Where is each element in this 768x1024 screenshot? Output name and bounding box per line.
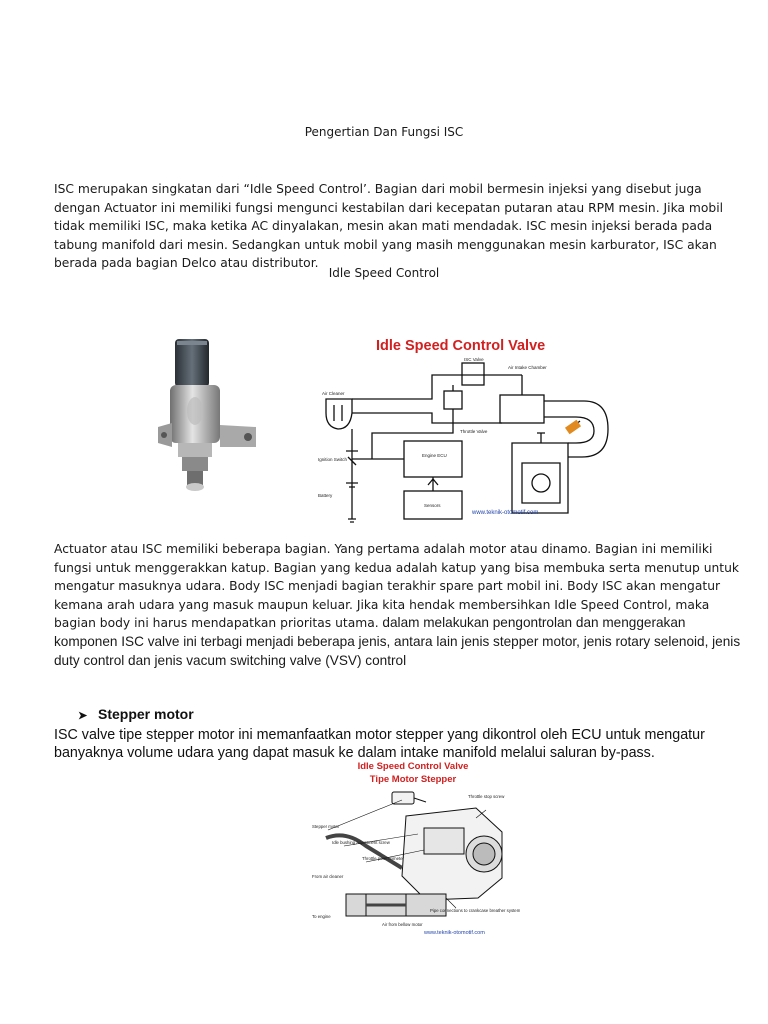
stepper-diagram-title-2: Tipe Motor Stepper [369, 774, 457, 785]
page-title: Pengertian Dan Fungsi ISC [304, 125, 464, 139]
label-throttle-potentiometer: Throttle potentiometer [362, 856, 405, 861]
label-sensors: Sensors [424, 503, 441, 508]
actuator-paragraph-tail: dalam melakukan pengontrolan dan menggerakan komponen ISC valve ini terbagi menjadi beberapa jenis, antara lain jenis stepper motor, jenis rotary selenoid, jenis duty control dan jenis vacum switching valve (VSV) control [54, 615, 741, 668]
arrow-bullet-icon: ➤ [78, 710, 88, 722]
isc-actuator-photo [158, 335, 276, 495]
figure-caption: Idle Speed Control [328, 266, 440, 280]
label-throttle-stop-screw: Throttle stop screw [468, 794, 505, 799]
label-battery: Battery [318, 493, 333, 498]
label-isc-valve: ISC Valve [464, 357, 484, 362]
label-air-from-bellow: Air from bellow motor [382, 922, 423, 927]
label-throttle-valve: Throttle Valve [460, 429, 488, 434]
label-engine-ecu: Engine ECU [422, 453, 447, 458]
stepper-watermark: www.teknik-otomotif.com [424, 930, 485, 936]
label-air-cleaner: Air Cleaner [322, 391, 345, 396]
schematic-title: Idle Speed Control Valve [376, 338, 546, 354]
section-heading-text: Stepper motor [98, 706, 194, 722]
label-stepper-motor: Stepper motor [312, 824, 340, 829]
label-from-air-cleaner: From air cleaner [312, 874, 344, 879]
schematic-watermark: www.teknik-otomotif.com [472, 510, 539, 516]
section-heading [78, 706, 194, 722]
label-ignition-switch: Ignition Switch [318, 457, 348, 462]
label-air-intake-chamber: Air Intake Chamber [508, 365, 547, 370]
label-pipe-connections: Pipe connections to crankcase breather system [430, 908, 520, 913]
intro-paragraph: ISC merupakan singkatan dari “Idle Speed Control’. Bagian dari mobil bermesin injeksi yang disebut juga dengan Actuator ini memiliki fungsi mengunci kestabilan dari kecepatan putaran atau RPM mesin. Jika mobil tidak memiliki ISC, maka ketika AC dinyalakan, mesin akan mati mendadak. ISC mesin injeksi berada pada tabung manifold dari mesin. Sedangkan untuk mobil yang masih menggunakan mesin karburator, ISC akan berada pada bagian Delco atau distributor. [54, 182, 724, 271]
actuator-paragraph-main: Actuator atau ISC memiliki beberapa bagian. Yang pertama adalah motor atau dinamo. Bagian ini memiliki fungsi untuk menggerakkan katup. Bagian yang kedua adalah katup yang bisa membuka serta menutup untuk mengatur masuknya udara. Body ISC menjadi bagian terakhir spare part mobil ini. Body ISC akan mengatur kemana arah udara yang masuk maupun keluar. Jika kita hendak membersihkan Idle Speed Control, maka bagian body ini harus mendapatkan prioritas utama. [54, 542, 740, 631]
actuator-paragraph [54, 540, 744, 670]
stepper-motor-diagram [306, 758, 520, 938]
stepper-diagram-title-1: Idle Speed Control Valve [357, 761, 469, 772]
stepper-paragraph: ISC valve tipe stepper motor ini memanfaatkan motor stepper yang dikontrol oleh ECU untuk mengatur banyaknya volume udara yang dapat masuk ke dalam intake manifold melalui saluran by-pass. [54, 727, 705, 761]
label-to-engine: To engine [312, 914, 331, 919]
isc-valve-schematic [312, 333, 612, 527]
label-idle-bushing: Idle bushing adjustment screw [332, 840, 390, 845]
